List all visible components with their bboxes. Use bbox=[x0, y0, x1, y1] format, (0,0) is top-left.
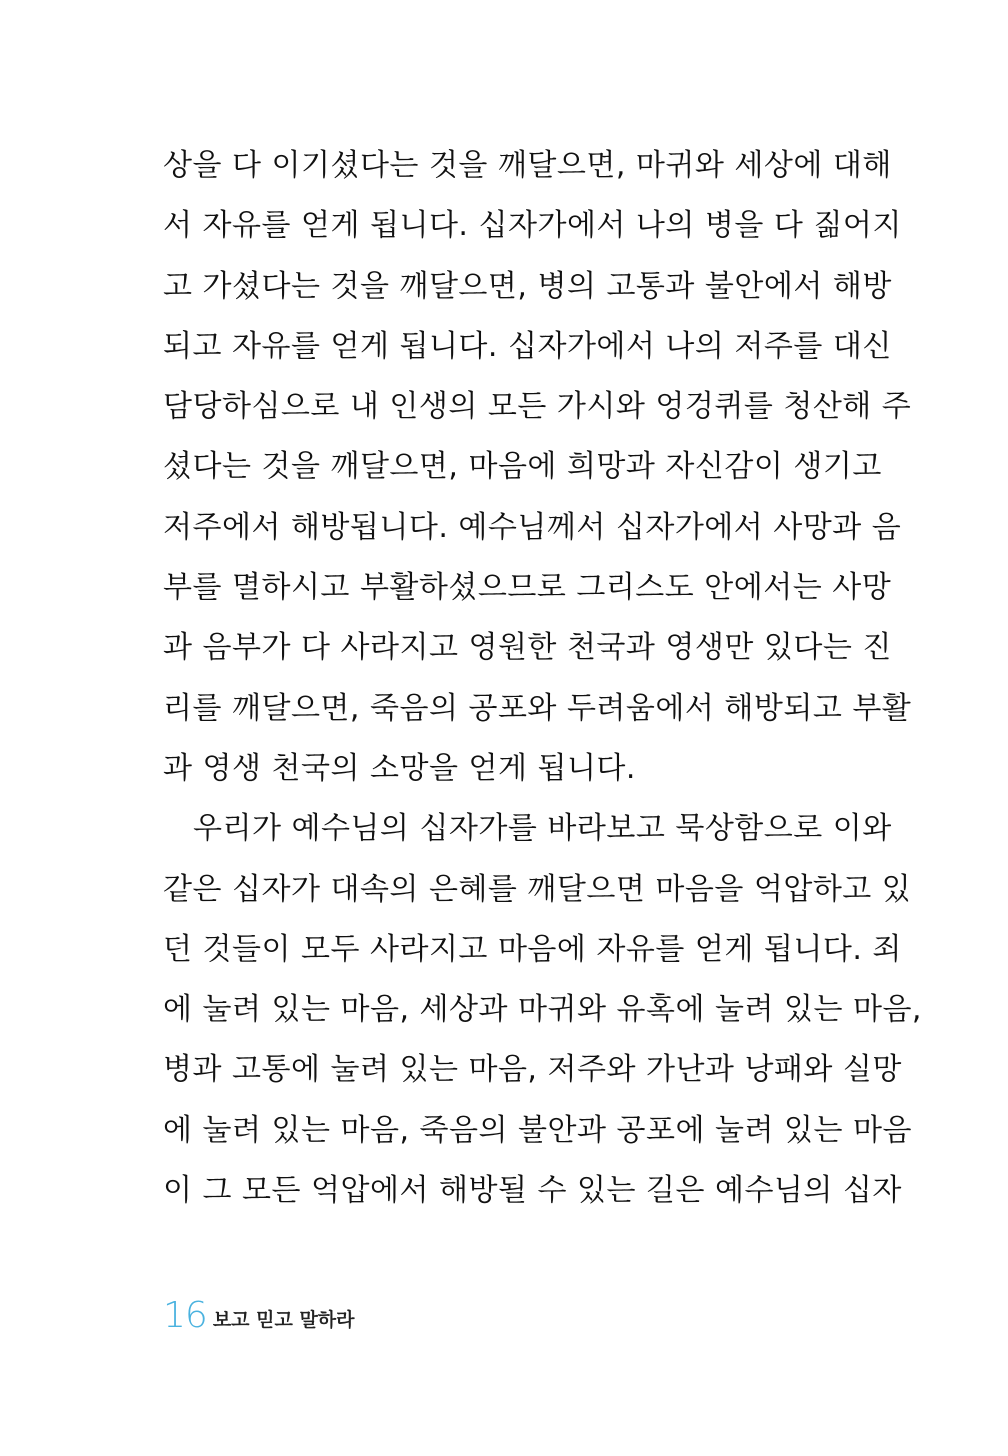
page-number: 16 bbox=[163, 1295, 207, 1336]
text-line: 에 눌려 있는 마음, 죽음의 불안과 공포에 눌려 있는 마음 bbox=[163, 1112, 912, 1148]
text-line: 에 눌려 있는 마음, 세상과 마귀와 유혹에 눌려 있는 마음, bbox=[163, 992, 922, 1028]
text-line: 셨다는 것을 깨달으면, 마음에 희망과 자신감이 생기고 bbox=[163, 449, 882, 485]
running-title: 보고 믿고 말하라 bbox=[212, 1309, 355, 1331]
text-line: 이 그 모든 억압에서 해방될 수 있는 길은 예수님의 십자 bbox=[163, 1173, 902, 1209]
text-line: 리를 깨달으면, 죽음의 공포와 두려움에서 해방되고 부활 bbox=[163, 690, 912, 726]
paragraph-start-line: 우리가 예수님의 십자가를 바라보고 묵상함으로 이와 bbox=[193, 811, 892, 847]
text-line: 과 음부가 다 사라지고 영원한 천국과 영생만 있다는 진 bbox=[163, 630, 892, 666]
page-footer bbox=[163, 1290, 355, 1334]
text-line: 병과 고통에 눌려 있는 마음, 저주와 가난과 낭패와 실망 bbox=[163, 1052, 902, 1088]
text-line: 서 자유를 얻게 됩니다. 십자가에서 나의 병을 다 짊어지 bbox=[163, 208, 902, 244]
text-line: 되고 자유를 얻게 됩니다. 십자가에서 나의 저주를 대신 bbox=[163, 328, 892, 364]
text-line: 담당하심으로 내 인생의 모든 가시와 엉겅퀴를 청산해 주 bbox=[163, 389, 912, 425]
text-line: 고 가셨다는 것을 깨달으면, 병의 고통과 불안에서 해방 bbox=[163, 268, 892, 304]
text-line: 같은 십자가 대속의 은혜를 깨달으면 마음을 억압하고 있 bbox=[163, 871, 912, 907]
text-line: 상을 다 이기셨다는 것을 깨달으면, 마귀와 세상에 대해 bbox=[163, 148, 892, 183]
paragraph-end-line: 과 영생 천국의 소망을 얻게 됩니다. bbox=[163, 750, 636, 786]
text-line: 던 것들이 모두 사라지고 마음에 자유를 얻게 됩니다. 죄 bbox=[163, 931, 902, 967]
text-line: 저주에서 해방됩니다. 예수님께서 십자가에서 사망과 음 bbox=[163, 509, 902, 545]
text-line: 부를 멸하시고 부활하셨으므로 그리스도 안에서는 사망 bbox=[163, 570, 892, 606]
body-text bbox=[163, 136, 922, 1221]
